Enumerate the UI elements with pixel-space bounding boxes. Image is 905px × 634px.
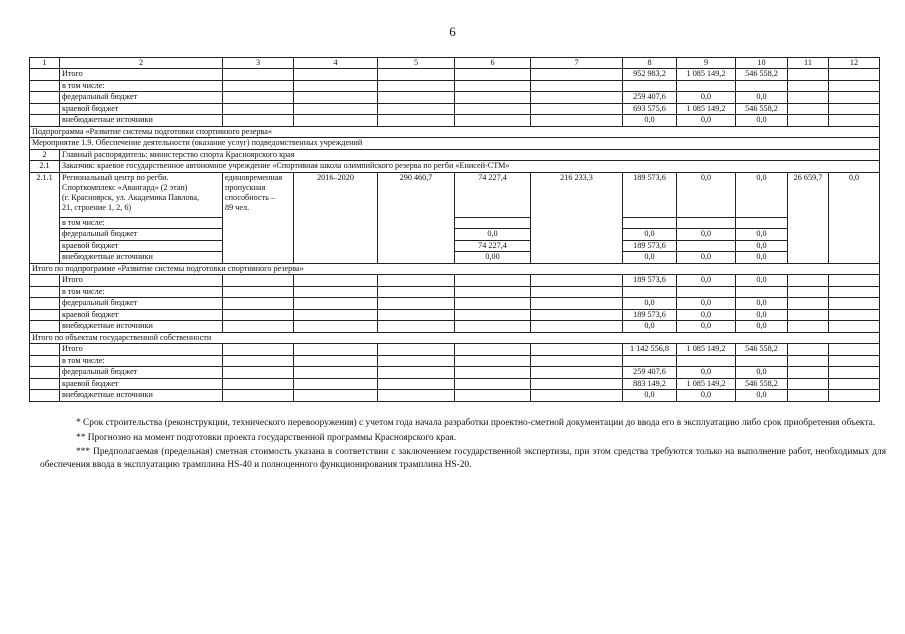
- table-row: [30, 172, 880, 217]
- empty-cell: [294, 69, 378, 81]
- empty-cell: [531, 275, 623, 287]
- empty-cell: [30, 286, 60, 298]
- row-label: федеральный бюджет: [60, 229, 223, 241]
- empty-cell: [829, 321, 880, 333]
- empty-cell: [223, 309, 294, 321]
- empty-cell: [531, 355, 623, 367]
- value-col-8: 883 149,2: [623, 378, 677, 390]
- empty-cell: [223, 298, 294, 310]
- column-number: 12: [829, 58, 880, 69]
- empty-cell: [30, 321, 60, 333]
- value-col-9: 0,0: [677, 390, 736, 402]
- empty-cell: [223, 286, 294, 298]
- empty-cell: [455, 115, 531, 127]
- table-row: [30, 149, 880, 161]
- empty-cell: [788, 275, 829, 287]
- footnote-3: *** Предполагаемая (предельная) сметная стоимость указана в соответствии с заключением государственной экспертизы, при этом средства требуются только на выполнение работ, необходимых для обеспечения ввода в эксплуатацию трамплина HS-40 и полноценного функционирования трамплина HS-20.: [40, 447, 886, 470]
- empty-cell: [378, 390, 455, 402]
- value-col-10: 0,0: [736, 115, 788, 127]
- column-number: 10: [736, 58, 788, 69]
- column-number: 3: [223, 58, 294, 69]
- empty-cell: [378, 115, 455, 127]
- subprogram-title: Подпрограмма «Развитие системы подготовки спортивного резерва»: [30, 126, 880, 138]
- value-col-11: 26 659,7: [788, 172, 829, 263]
- value-col-9: 0,0: [677, 367, 736, 379]
- value-col-8: [623, 217, 677, 229]
- value-col-8: 0,0: [623, 298, 677, 310]
- empty-cell: [294, 298, 378, 310]
- value-col-10: [736, 80, 788, 92]
- empty-cell: [30, 309, 60, 321]
- empty-cell: [788, 321, 829, 333]
- value-col-10: 0,0: [736, 390, 788, 402]
- state-property-total-title: Итого по объектам государственной собственности: [30, 332, 880, 344]
- column-number: 2: [60, 58, 223, 69]
- empty-cell: [788, 355, 829, 367]
- empty-cell: [829, 378, 880, 390]
- empty-cell: [788, 344, 829, 356]
- value-col-10: 0,0: [736, 252, 788, 264]
- empty-cell: [455, 275, 531, 287]
- empty-cell: [531, 80, 623, 92]
- table-row: [30, 58, 880, 69]
- row-label: краевой бюджет: [60, 309, 223, 321]
- row-label: краевой бюджет: [60, 378, 223, 390]
- row-text: Главный распорядитель: министерство спорта Красноярского края: [60, 149, 880, 161]
- value-col-8: 189 573,6: [623, 309, 677, 321]
- value-col-10: 0,0: [736, 298, 788, 310]
- table-row: [30, 103, 880, 115]
- empty-cell: [378, 298, 455, 310]
- empty-cell: [829, 80, 880, 92]
- value-col-8: 0,0: [623, 252, 677, 264]
- measure-title: Мероприятие 1.9. Обеспечение деятельности (оказание услуг) подведомственных учреждений: [30, 138, 880, 150]
- row-label: внебюджетные источники: [60, 321, 223, 333]
- value-col-8: 693 575,6: [623, 103, 677, 115]
- object-name: [60, 172, 223, 217]
- empty-cell: [455, 80, 531, 92]
- empty-cell: [223, 80, 294, 92]
- value-col-9: 1 085 149,2: [677, 378, 736, 390]
- row-label: федеральный бюджет: [60, 298, 223, 310]
- empty-cell: [378, 80, 455, 92]
- empty-cell: [294, 355, 378, 367]
- value-col-6: [455, 217, 531, 229]
- empty-cell: [531, 103, 623, 115]
- table-row: [30, 69, 880, 81]
- empty-cell: [455, 378, 531, 390]
- construction-period: 2016–2020: [294, 172, 378, 263]
- empty-cell: [223, 115, 294, 127]
- empty-cell: [30, 69, 60, 81]
- subprogram-total-title: Итого по подпрограмме «Развитие системы подготовки спортивного резерва»: [30, 263, 880, 275]
- value-col-10: 546 558,2: [736, 69, 788, 81]
- empty-cell: [294, 80, 378, 92]
- value-col-9: [677, 217, 736, 229]
- row-number: 2.1.1: [30, 172, 60, 263]
- value-col-8: [623, 80, 677, 92]
- value-col-9: 0,0: [677, 92, 736, 104]
- value-col-10: 0,0: [736, 367, 788, 379]
- row-label: федеральный бюджет: [60, 367, 223, 379]
- empty-cell: [223, 390, 294, 402]
- value-col-9: [677, 286, 736, 298]
- value-col-10: 0,0: [736, 309, 788, 321]
- row-label: внебюджетные источники: [60, 115, 223, 127]
- empty-cell: [378, 309, 455, 321]
- value-col-10: 546 558,2: [736, 344, 788, 356]
- empty-cell: [378, 92, 455, 104]
- empty-cell: [531, 321, 623, 333]
- value-col-10: 0,0: [736, 275, 788, 287]
- empty-cell: [455, 92, 531, 104]
- empty-cell: [30, 367, 60, 379]
- empty-cell: [531, 92, 623, 104]
- empty-cell: [30, 103, 60, 115]
- object-name-line: 21, строение 1, 2, 6): [62, 202, 132, 212]
- empty-cell: [455, 309, 531, 321]
- empty-cell: [455, 344, 531, 356]
- empty-cell: [294, 286, 378, 298]
- footnote-2: ** Прогнозно на момент подготовки проекта государственной программы Красноярского края.: [76, 432, 457, 443]
- empty-cell: [531, 378, 623, 390]
- table-row: [30, 217, 880, 229]
- empty-cell: [788, 69, 829, 81]
- table-row: [30, 275, 880, 287]
- empty-cell: [455, 69, 531, 81]
- empty-cell: [294, 378, 378, 390]
- empty-cell: [223, 103, 294, 115]
- row-label: Итого: [60, 344, 223, 356]
- row-number: 2: [30, 149, 60, 161]
- value-col-9: 0,0: [677, 321, 736, 333]
- empty-cell: [829, 275, 880, 287]
- value-col-8: 0,0: [623, 321, 677, 333]
- empty-cell: [378, 321, 455, 333]
- empty-cell: [223, 344, 294, 356]
- table-row: [30, 367, 880, 379]
- row-label: краевой бюджет: [60, 103, 223, 115]
- empty-cell: [455, 103, 531, 115]
- row-label: внебюджетные источники: [60, 252, 223, 264]
- table-row: [30, 298, 880, 310]
- empty-cell: [829, 69, 880, 81]
- column-number: 1: [30, 58, 60, 69]
- value-col-10: 546 558,2: [736, 103, 788, 115]
- empty-cell: [294, 367, 378, 379]
- value-col-9: 0,0: [677, 275, 736, 287]
- empty-cell: [223, 92, 294, 104]
- empty-cell: [829, 115, 880, 127]
- value-col-8: 259 407,6: [623, 367, 677, 379]
- row-label: в том числе:: [60, 80, 223, 92]
- empty-cell: [223, 378, 294, 390]
- row-label: в том числе:: [60, 355, 223, 367]
- empty-cell: [788, 298, 829, 310]
- table-row: [30, 390, 880, 402]
- table-row: [30, 126, 880, 138]
- empty-cell: [531, 344, 623, 356]
- column-number: 6: [455, 58, 531, 69]
- footnotes: [40, 417, 886, 473]
- table-row: [30, 263, 880, 275]
- empty-cell: [378, 103, 455, 115]
- empty-cell: [30, 344, 60, 356]
- empty-cell: [378, 275, 455, 287]
- empty-cell: [223, 367, 294, 379]
- table-row: [30, 92, 880, 104]
- empty-cell: [531, 69, 623, 81]
- value-col-9: 0,0: [677, 229, 736, 241]
- object-name-line: Спорткомплекс «Авангард» (2 этап): [62, 182, 188, 192]
- value-col-6: 0,0: [455, 229, 531, 241]
- value-col-9: 0,0: [677, 115, 736, 127]
- empty-cell: [455, 390, 531, 402]
- empty-cell: [30, 275, 60, 287]
- row-label: федеральный бюджет: [60, 92, 223, 104]
- value-col-8: [623, 355, 677, 367]
- empty-cell: [223, 69, 294, 81]
- empty-cell: [829, 390, 880, 402]
- empty-cell: [30, 390, 60, 402]
- value-col-6: 74 227,4: [455, 240, 531, 252]
- table-row: [30, 321, 880, 333]
- object-capacity: [223, 172, 294, 263]
- empty-cell: [531, 286, 623, 298]
- empty-cell: [294, 275, 378, 287]
- value-col-9: 0,0: [677, 309, 736, 321]
- empty-cell: [378, 344, 455, 356]
- empty-cell: [531, 298, 623, 310]
- page-number: 6: [449, 24, 456, 39]
- row-label: внебюджетные источники: [60, 390, 223, 402]
- row-label: Итого: [60, 69, 223, 81]
- value-col-8: 0,0: [623, 390, 677, 402]
- empty-cell: [788, 378, 829, 390]
- empty-cell: [455, 298, 531, 310]
- value-col-12: 0,0: [829, 172, 880, 263]
- empty-cell: [223, 275, 294, 287]
- empty-cell: [829, 344, 880, 356]
- empty-cell: [378, 286, 455, 298]
- empty-cell: [294, 390, 378, 402]
- row-label: в том числе:: [60, 286, 223, 298]
- empty-cell: [455, 321, 531, 333]
- empty-cell: [829, 298, 880, 310]
- row-text: Заказчик: краевое государственное автономное учреждение «Спортивная школа олимпийского резерва по регби «Енисей-СТМ»: [60, 161, 880, 173]
- empty-cell: [829, 355, 880, 367]
- table-row: [30, 161, 880, 173]
- table-row: [30, 355, 880, 367]
- value-col-6: 0,00: [455, 252, 531, 264]
- capacity-line: 89 чел.: [225, 202, 250, 212]
- value-col-6: 74 227,4: [455, 172, 531, 217]
- value-col-8: 0,0: [623, 229, 677, 241]
- column-number: 11: [788, 58, 829, 69]
- empty-cell: [829, 92, 880, 104]
- value-col-9: 0,0: [677, 252, 736, 264]
- value-col-9: 0,0: [677, 172, 736, 217]
- empty-cell: [788, 92, 829, 104]
- table-row: [30, 138, 880, 150]
- empty-cell: [531, 115, 623, 127]
- value-col-10: 0,0: [736, 229, 788, 241]
- empty-cell: [788, 390, 829, 402]
- table-row: [30, 309, 880, 321]
- value-col-8: 189 573,6: [623, 275, 677, 287]
- table-row: [30, 344, 880, 356]
- empty-cell: [30, 115, 60, 127]
- object-name-line: (г. Красноярск, ул. Академика Павлова,: [62, 192, 200, 202]
- empty-cell: [378, 69, 455, 81]
- value-col-9: 1 085 149,2: [677, 344, 736, 356]
- table-row: [30, 286, 880, 298]
- empty-cell: [294, 92, 378, 104]
- value-col-8: 952 983,2: [623, 69, 677, 81]
- object-name-line: Региональный центр по регби.: [62, 172, 169, 182]
- empty-cell: [294, 103, 378, 115]
- table-row: [30, 252, 880, 264]
- column-number: 8: [623, 58, 677, 69]
- value-col-8: 189 573,6: [623, 240, 677, 252]
- value-col-10: 0,0: [736, 172, 788, 217]
- value-col-10: 0,0: [736, 92, 788, 104]
- row-label: краевой бюджет: [60, 240, 223, 252]
- empty-cell: [788, 367, 829, 379]
- empty-cell: [223, 355, 294, 367]
- value-col-9: [677, 80, 736, 92]
- value-col-10: 0,0: [736, 321, 788, 333]
- table-row: [30, 240, 880, 252]
- row-label: Итого: [60, 275, 223, 287]
- empty-cell: [788, 286, 829, 298]
- empty-cell: [294, 321, 378, 333]
- value-col-9: [677, 355, 736, 367]
- empty-cell: [829, 309, 880, 321]
- empty-cell: [788, 309, 829, 321]
- value-col-8: 0,0: [623, 115, 677, 127]
- value-col-9: 1 085 149,2: [677, 103, 736, 115]
- investment-table: [29, 57, 880, 402]
- column-number: 9: [677, 58, 736, 69]
- empty-cell: [829, 367, 880, 379]
- empty-cell: [531, 309, 623, 321]
- empty-cell: [294, 309, 378, 321]
- table-row: [30, 378, 880, 390]
- column-number: 7: [531, 58, 623, 69]
- value-col-10: 546 558,2: [736, 378, 788, 390]
- empty-cell: [455, 286, 531, 298]
- column-number: 4: [294, 58, 378, 69]
- value-col-10: [736, 217, 788, 229]
- value-col-10: 0,0: [736, 240, 788, 252]
- empty-cell: [455, 367, 531, 379]
- table-row: [30, 332, 880, 344]
- capacity-line: единовременная: [225, 172, 283, 182]
- empty-cell: [829, 286, 880, 298]
- estimated-cost: 290 460,7: [378, 172, 455, 263]
- value-col-8: 189 573,6: [623, 172, 677, 217]
- empty-cell: [788, 115, 829, 127]
- table-row: [30, 115, 880, 127]
- empty-cell: [378, 355, 455, 367]
- empty-cell: [531, 390, 623, 402]
- capacity-line: пропускная: [225, 182, 266, 192]
- value-col-8: 259 407,6: [623, 92, 677, 104]
- value-col-8: [623, 286, 677, 298]
- capacity-line: способность –: [225, 192, 275, 202]
- empty-cell: [531, 367, 623, 379]
- empty-cell: [788, 80, 829, 92]
- empty-cell: [829, 103, 880, 115]
- footnote-1: * Срок строительства (реконструкции, технического перевооружения) с учетом года начала разработки проектно-сметной документации до ввода его в эксплуатацию либо срок приобретения объекта.: [76, 418, 876, 428]
- empty-cell: [30, 355, 60, 367]
- value-col-8: 1 142 556,8: [623, 344, 677, 356]
- empty-cell: [455, 355, 531, 367]
- value-col-10: [736, 355, 788, 367]
- empty-cell: [30, 92, 60, 104]
- empty-cell: [30, 298, 60, 310]
- value-col-9: 1 085 149,2: [677, 69, 736, 81]
- value-col-9: 0,0: [677, 298, 736, 310]
- empty-cell: [30, 378, 60, 390]
- empty-cell: [294, 115, 378, 127]
- empty-cell: [788, 103, 829, 115]
- empty-cell: [294, 344, 378, 356]
- empty-cell: [30, 80, 60, 92]
- value-col-9: [677, 240, 736, 252]
- value-col-10: [736, 286, 788, 298]
- value-col-7: 216 233,3: [531, 172, 623, 263]
- table-row: [30, 229, 880, 241]
- column-number: 5: [378, 58, 455, 69]
- row-number: 2.1: [30, 161, 60, 173]
- empty-cell: [223, 321, 294, 333]
- row-label: в том числе:: [60, 217, 223, 229]
- empty-cell: [378, 367, 455, 379]
- table-row: [30, 80, 880, 92]
- empty-cell: [378, 378, 455, 390]
